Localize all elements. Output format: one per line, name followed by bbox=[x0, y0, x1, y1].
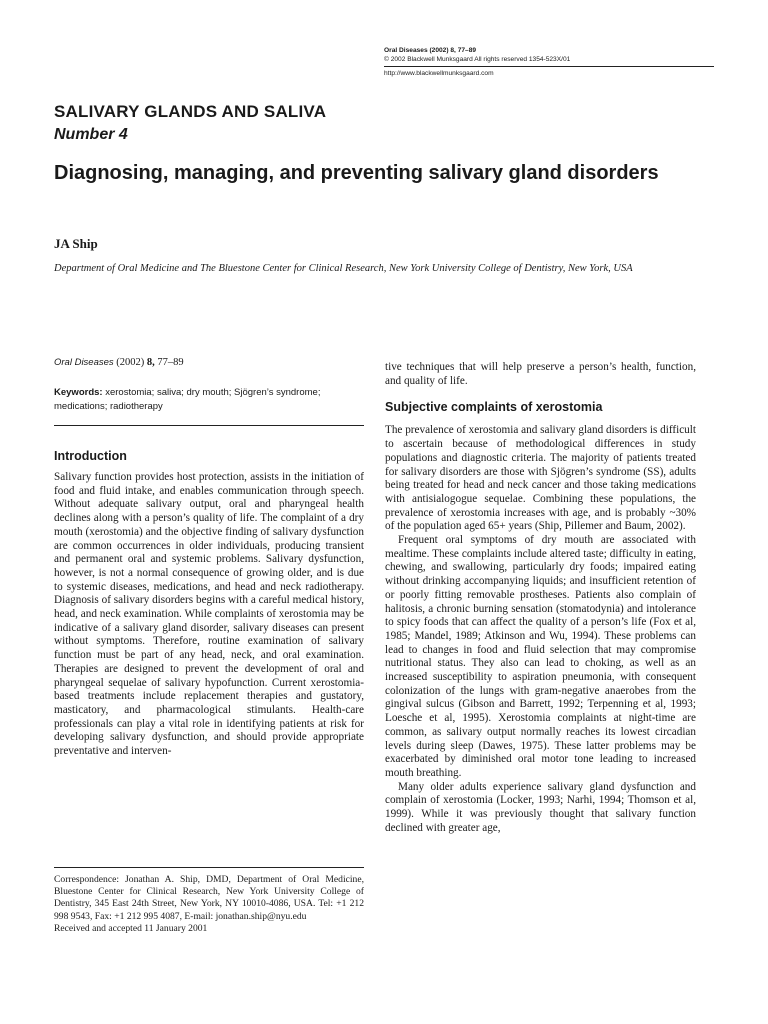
older-adults-paragraph: Many older adults experience salivary gland dysfunction and complain of xerostomia (Locker, 1993; Narhi, 1994; Thomson et al, 1999). While it was previously thought that salivary function declined with greater age, bbox=[385, 780, 696, 834]
introduction-heading: Introduction bbox=[54, 449, 127, 463]
keywords bbox=[54, 386, 364, 414]
citation-year: (2002) bbox=[116, 357, 145, 368]
keywords-label: Keywords: bbox=[54, 387, 103, 398]
correspondence-note: Correspondence: Jonathan A. Ship, DMD, Department of Oral Medicine, Bluestone Center for Clinical Research, New York University College of Dentistry, 345 East 24th Street, New York, NY 10010-4086, USA. Tel: +1 212 998 9543, Fax: +1 212 995 4087, E-mail: jonathan.ship@nyu.edu bbox=[54, 874, 364, 922]
publisher-url[interactable]: http://www.blackwellmunksgaard.com bbox=[384, 70, 494, 77]
affiliation: Department of Oral Medicine and The Bluestone Center for Clinical Research, New York University College of Dentistry, New York, USA bbox=[54, 263, 633, 274]
oral-symptoms-paragraph: Frequent oral symptoms of dry mouth are associated with mealtime. These complaints include altered taste; difficulty in eating, chewing, and swallowing, particularly dry foods; impaired eating without drinking accompanying liquids; and insufficient retention of or poorly fitting removable prostheses. Patients also complain of halitosis, a chronic burning sensation (stomatodynia) and intolerance to spicy foods that can affect the quality of a person’s life (Fox et al, 1985; Mandel, 1989; Atkinson and Wu, 1994). These problems can lead to changes in food and fluid selection that may compromise nutritional status. They also can lead to choking, as well as an increased susceptibility to aspiration pneumonia, with consequent colonization of the lungs with gram-negative anaerobes from the gingival sulcus (Gibson and Barrett, 1992; Terpenning et al, 1993; Loesche et al, 1995). Xerostomia complaints at night-time are common, as salivary output normally reaches its lowest circadian levels during sleep (Dawes, 1975). These latter problems may be exacerbated by diminished oral motor tone leading to increased mouth breathing. bbox=[385, 534, 696, 779]
journal-header bbox=[384, 46, 714, 78]
footnote bbox=[54, 874, 364, 935]
series-title: SALIVARY GLANDS AND SALIVA bbox=[54, 102, 327, 121]
footnote-rule bbox=[54, 867, 364, 868]
series-number: Number 4 bbox=[54, 126, 128, 143]
header-rule bbox=[384, 66, 714, 67]
citation-journal: Oral Diseases bbox=[54, 357, 114, 368]
copyright-line: © 2002 Blackwell Munksgaard All rights reserved 1354-523X/01 bbox=[384, 56, 571, 63]
journal-year-volume-pages: (2002) 8, 77–89 bbox=[429, 47, 477, 54]
introduction-continued: tive techniques that will help preserve a person’s health, function, and quality of life. bbox=[385, 361, 696, 387]
author: JA Ship bbox=[54, 236, 98, 251]
journal-citation-line bbox=[384, 46, 714, 55]
prevalence-paragraph: The prevalence of xerostomia and salivary gland disorders is difficult to ascertain because of methodological differences in study populations and diagnostic criteria. The majority of patients treated for salivary disorders are those with Sjögren’s syndrome (SS), adults being treated for head and neck cancer and those taking medications with antisialogogue sequelae. Combining these populations, the prevalence of xerostomia increases with age, and is probably ~30% of the population aged 65+ years (Ship, Pillemer and Baum, 2002). bbox=[385, 424, 696, 533]
introduction-body: Salivary function provides host protection, assists in the initiation of food and fluid intake, and enables communication through speech. Without adequate salivary output, oral and pharyngeal health declines along with a person’s quality of life. The complaint of a dry mouth (xerostomia) and the objective finding of salivary dysfunction are common occurrences in older individuals, producing transient and permanent oral and systemic problems. Salivary dysfunction, however, is not a normal consequence of growing older, and is due to systemic diseases, medications, and head and neck radiotherapy. Diagnosis of salivary disorders begins with a careful medical history, head, and neck examination. While complaints of xerostomia may be indicative of a salivary gland disorder, salivary diseases can present without symptoms. Therefore, routine examination of salivary function must be part of any head, neck, and oral examination. Therapies are designed to prevent the development of oral and pharyngeal sequelae of salivary hypofunction. Current xerostomia-based treatments include replacement therapies and gustatory, masticatory, and pharmacological stimulants. Health-care professionals can play a vital role in identifying patients at risk for developing salivary dysfunction, and should provide appropriate preventative and interven- bbox=[54, 471, 364, 758]
received-note: Received and accepted 11 January 2001 bbox=[54, 922, 208, 934]
keywords-text: xerostomia; saliva; dry mouth; Sjögren’s syndrome; medications; radiotherapy bbox=[54, 387, 321, 412]
citation-pages: 77–89 bbox=[157, 357, 184, 368]
right-column bbox=[385, 361, 696, 836]
journal-name: Oral Diseases bbox=[384, 47, 428, 54]
subjective-complaints-heading: Subjective complaints of xerostomia bbox=[385, 400, 603, 415]
article-citation bbox=[54, 357, 184, 368]
keywords-rule bbox=[54, 425, 364, 426]
article-title: Diagnosing, managing, and preventing salivary gland disorders bbox=[54, 162, 659, 184]
citation-volume: 8, bbox=[146, 357, 155, 368]
